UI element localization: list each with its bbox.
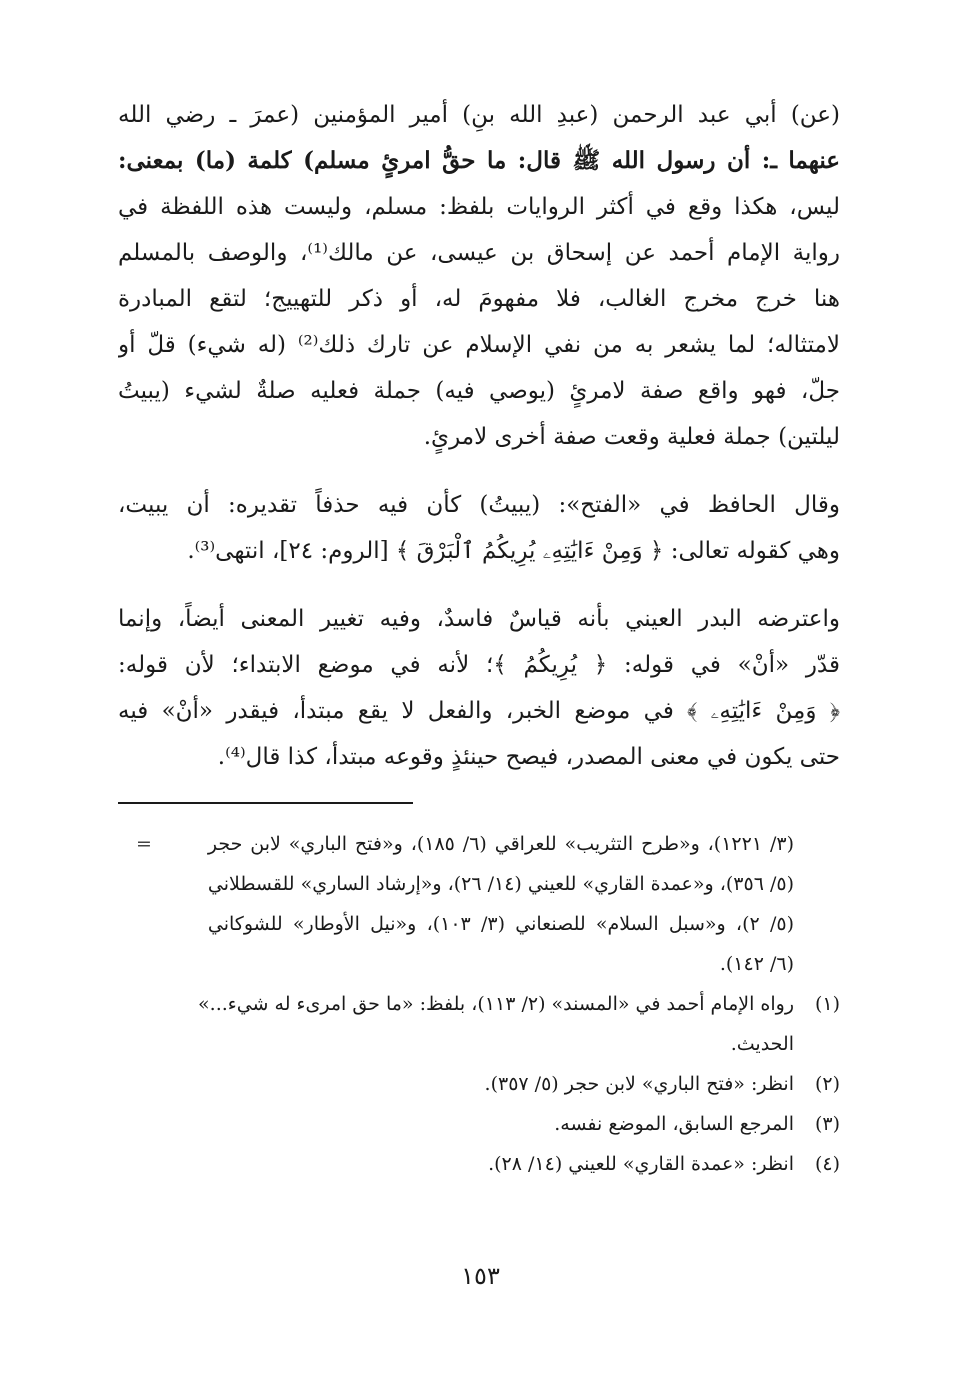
- text-line: وقال الحافظ في «الفتح»: (يبيتُ) كأن فيه حذفاً تقديره: أن يبيت،: [118, 492, 840, 518]
- footnote-divider: [118, 802, 413, 804]
- text-line: حتى يكون في معنى المصدر، فيصح حينئذٍ وقوعه مبتدأ، كذا قال⁽⁴⁾.: [217, 744, 840, 770]
- text-line: عنهما ـ: أن رسول الله ﷺ قال: ما حقُّ امرئٍ مسلم) كلمة (ما) بمعنى:: [118, 147, 840, 174]
- text-line: واعترضه البدر العيني بأنه قياسٌ فاسدٌ، وفيه تغيير المعنى أيضاً، وإنما: [118, 606, 840, 632]
- footnote-2: [118, 1064, 840, 1104]
- footnote-line: الحديث.: [730, 1033, 794, 1055]
- footnote-number: (٣): [814, 1113, 840, 1135]
- paragraph-2: [118, 482, 840, 574]
- footnote-line: انظر: «عمدة القاري» للعيني (١٤/ ٢٨).: [488, 1153, 794, 1175]
- footnote-line: المرجع السابق، الموضع نفسه.: [554, 1113, 794, 1135]
- footnote-line: (٣/ ١٢٢١)، و«طرح التثريب» للعراقي (٦/ ١٨٥)، و«فتح الباري» لابن حجر: [207, 833, 794, 855]
- paragraph-1: [118, 92, 840, 460]
- footnote-line: (٥/ ٢)، و«سبل السلام» للصنعاني (٣/ ١٠٣)، و«نيل الأوطار» للشوكاني: [207, 913, 794, 935]
- text-line: لامتثاله؛ لما يشعر به من نفي الإسلام عن تارك ذلك⁽²⁾ (له شيء) قلّ أو: [118, 332, 840, 358]
- footnote-1: [118, 984, 840, 1064]
- text-line: ليس، هكذا وقع في أكثر الروايات بلفظ: مسلم، وليست هذه اللفظة في: [118, 194, 840, 220]
- text-line: (عن) أبي عبد الرحمن (عبدِ الله بنِ) أمير المؤمنين (عمرَ ـ رضي الله: [118, 102, 840, 128]
- page-body: [118, 92, 840, 1322]
- footnote-line: (٥/ ٣٥٦)، و«عمدة القاري» للعيني (١٤/ ٢٦)، و«إرشاد الساري» للقسطلاني: [207, 873, 794, 895]
- footnote-line: رواه الإمام أحمد في «المسند» (٢/ ١١٣)، بلفظ: «ما حق امرىء له شيء...»: [198, 993, 794, 1015]
- footnotes: [118, 824, 840, 1184]
- text-line: هنا خرج مخرج الغالب، فلا مفهومَ له، أو ذكر للتهييج؛ لتقع المبادرة: [118, 286, 840, 312]
- footnote-number: (٢): [814, 1073, 840, 1095]
- footnote-3: [118, 1104, 840, 1144]
- text-line: ﴿ وَمِنْ ءَايَٰتِهِۦ ﴾ في موضع الخبر، والفعل لا يقع مبتدأ، فيقدر «أنْ» فيه: [118, 698, 840, 724]
- footnote-number: (٤): [814, 1153, 840, 1175]
- text-line: قدّر «أنْ» في قوله: ﴿ يُرِيكُمُ ﴾؛ لأنه في موضع الابتداء؛ لأن قوله:: [118, 652, 840, 678]
- continuation-mark: =: [135, 833, 152, 855]
- text-line: جلّ، فهو واقع صفة لامرئٍ (يوصي فيه) جملة فعليه صلةٌ لشيء (يبيتُ: [118, 378, 840, 404]
- page-number: ١٥٣: [461, 1262, 500, 1290]
- text-line: رواية الإمام أحمد عن إسحاق بن عيسى، عن مالك⁽¹⁾، والوصف بالمسلم: [118, 240, 840, 266]
- text-line: ليلتين) جملة فعلية وقعت صفة أخرى لامرئٍ.: [423, 424, 840, 450]
- footnote-line: (٦/ ١٤٢).: [719, 953, 794, 975]
- footnote-line: انظر: «فتح الباري» لابن حجر (٥/ ٣٥٧).: [484, 1073, 794, 1095]
- text-line: وهي كقوله تعالى: ﴿ وَمِنْ ءَايَٰتِهِۦ يُرِيكُمُ ٱلْبَرْقَ ﴾ [الروم: ٢٤]، انتهى⁽³⁾.: [187, 538, 840, 564]
- footnote-continuation: [118, 824, 840, 984]
- footnote-number: (١): [814, 993, 840, 1015]
- footnote-4: [118, 1144, 840, 1184]
- paragraph-3: [118, 596, 840, 780]
